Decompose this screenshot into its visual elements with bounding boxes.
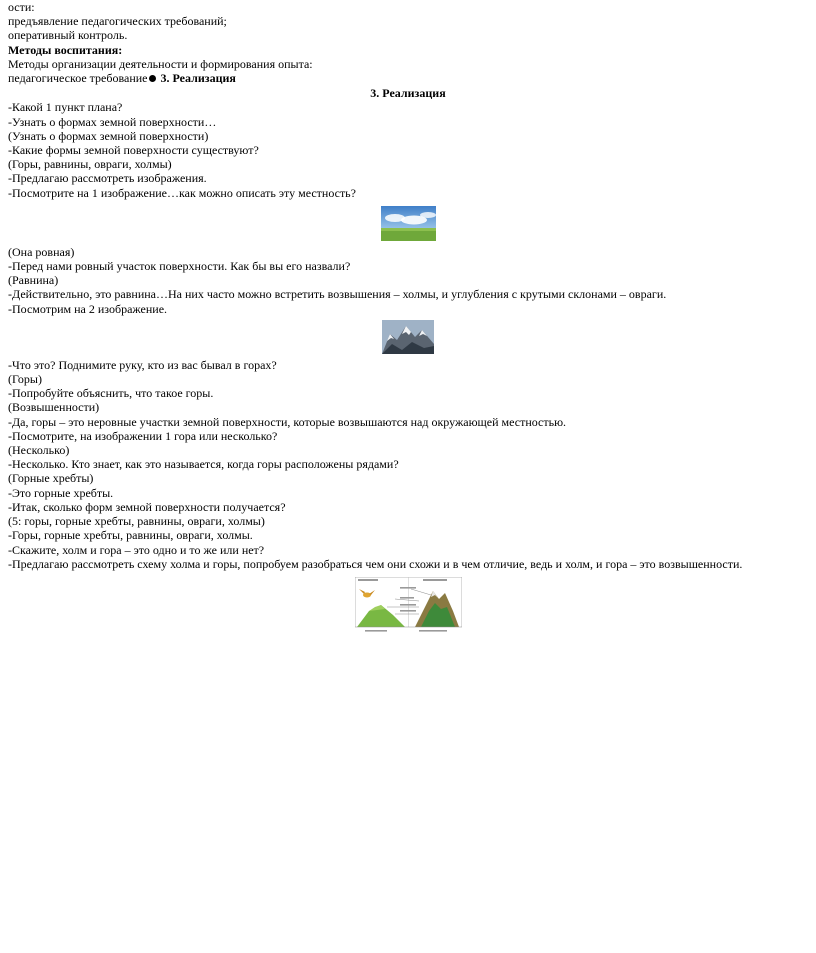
text-line: -Это горные хребты. — [8, 485, 114, 500]
text-span: педагогическое требование — [8, 71, 148, 86]
image-container — [8, 200, 808, 245]
text-line: -Да, горы – это неровные участки земной поверхности, которые возвышаются над окружающей местностью. — [8, 414, 567, 429]
text-line: -Несколько. Кто знает, как это называется, когда горы расположены рядами? — [8, 457, 399, 472]
text-line: -Попробуйте объяснить, что такое горы. — [8, 386, 214, 401]
section-heading-methods: Методы воспитания: — [8, 42, 123, 57]
image-container — [8, 316, 808, 358]
text-line: (Горы) — [8, 372, 42, 387]
mountains-image — [382, 320, 434, 354]
section-heading-realization: 3. Реализация — [370, 86, 446, 101]
text-line: (Узнать о формах земной поверхности) — [8, 128, 209, 143]
text-line: (Горные хребты) — [8, 471, 94, 486]
bullet-icon — [149, 75, 156, 82]
text-line: -Перед нами ровный участок поверхности. Как бы вы его назвали? — [8, 259, 351, 274]
text-line: (Несколько) — [8, 443, 70, 458]
text-line: ости: — [8, 0, 35, 14]
text-line: -Посмотрим на 2 изображение. — [8, 301, 168, 316]
text-line: (Возвышенности) — [8, 400, 100, 415]
inline-heading: 3. Реализация — [157, 71, 236, 86]
text-line: предъявление педагогических требований; — [8, 14, 227, 29]
image-container — [8, 571, 808, 634]
plain-landscape-image — [381, 206, 436, 241]
text-line: оперативный контроль. — [8, 28, 128, 43]
text-line: -Скажите, холм и гора – это одно и то же или нет? — [8, 542, 265, 557]
text-line: Методы организации деятельности и формирования опыта: — [8, 56, 313, 71]
text-line: -Предлагаю рассмотреть схему холма и горы, попробуем разобраться чем они схожи и в чем отличие, ведь и холм, и гора – это возвышенности. — [8, 556, 743, 571]
text-line: -Узнать о формах земной поверхности… — [8, 114, 217, 129]
text-line: -Что это? Поднимите руку, кто из вас бывал в горах? — [8, 357, 277, 372]
hill-mountain-scheme-image — [355, 577, 462, 634]
text-line: (5: горы, горные хребты, равнины, овраги, холмы) — [8, 514, 265, 529]
text-line-with-bullet — [8, 71, 808, 85]
text-line: -Предлагаю рассмотреть изображения. — [8, 171, 207, 186]
text-line: -Действительно, это равнина…На них часто можно встретить возвышения – холмы, и углубления с крутыми склонами – овраги. — [8, 287, 667, 302]
text-line: -Какие формы земной поверхности существуют? — [8, 143, 259, 158]
text-line: (Горы, равнины, овраги, холмы) — [8, 157, 172, 172]
text-line: -Горы, горные хребты, равнины, овраги, холмы. — [8, 528, 253, 543]
text-line: -Посмотрите на 1 изображение…как можно описать эту местность? — [8, 185, 356, 200]
text-line: -Какой 1 пункт плана? — [8, 100, 123, 115]
text-line: (Она ровная) — [8, 244, 75, 259]
text-line: -Итак, сколько форм земной поверхности получается? — [8, 499, 286, 514]
text-line: (Равнина) — [8, 273, 59, 288]
text-line: -Посмотрите, на изображении 1 гора или несколько? — [8, 428, 278, 443]
